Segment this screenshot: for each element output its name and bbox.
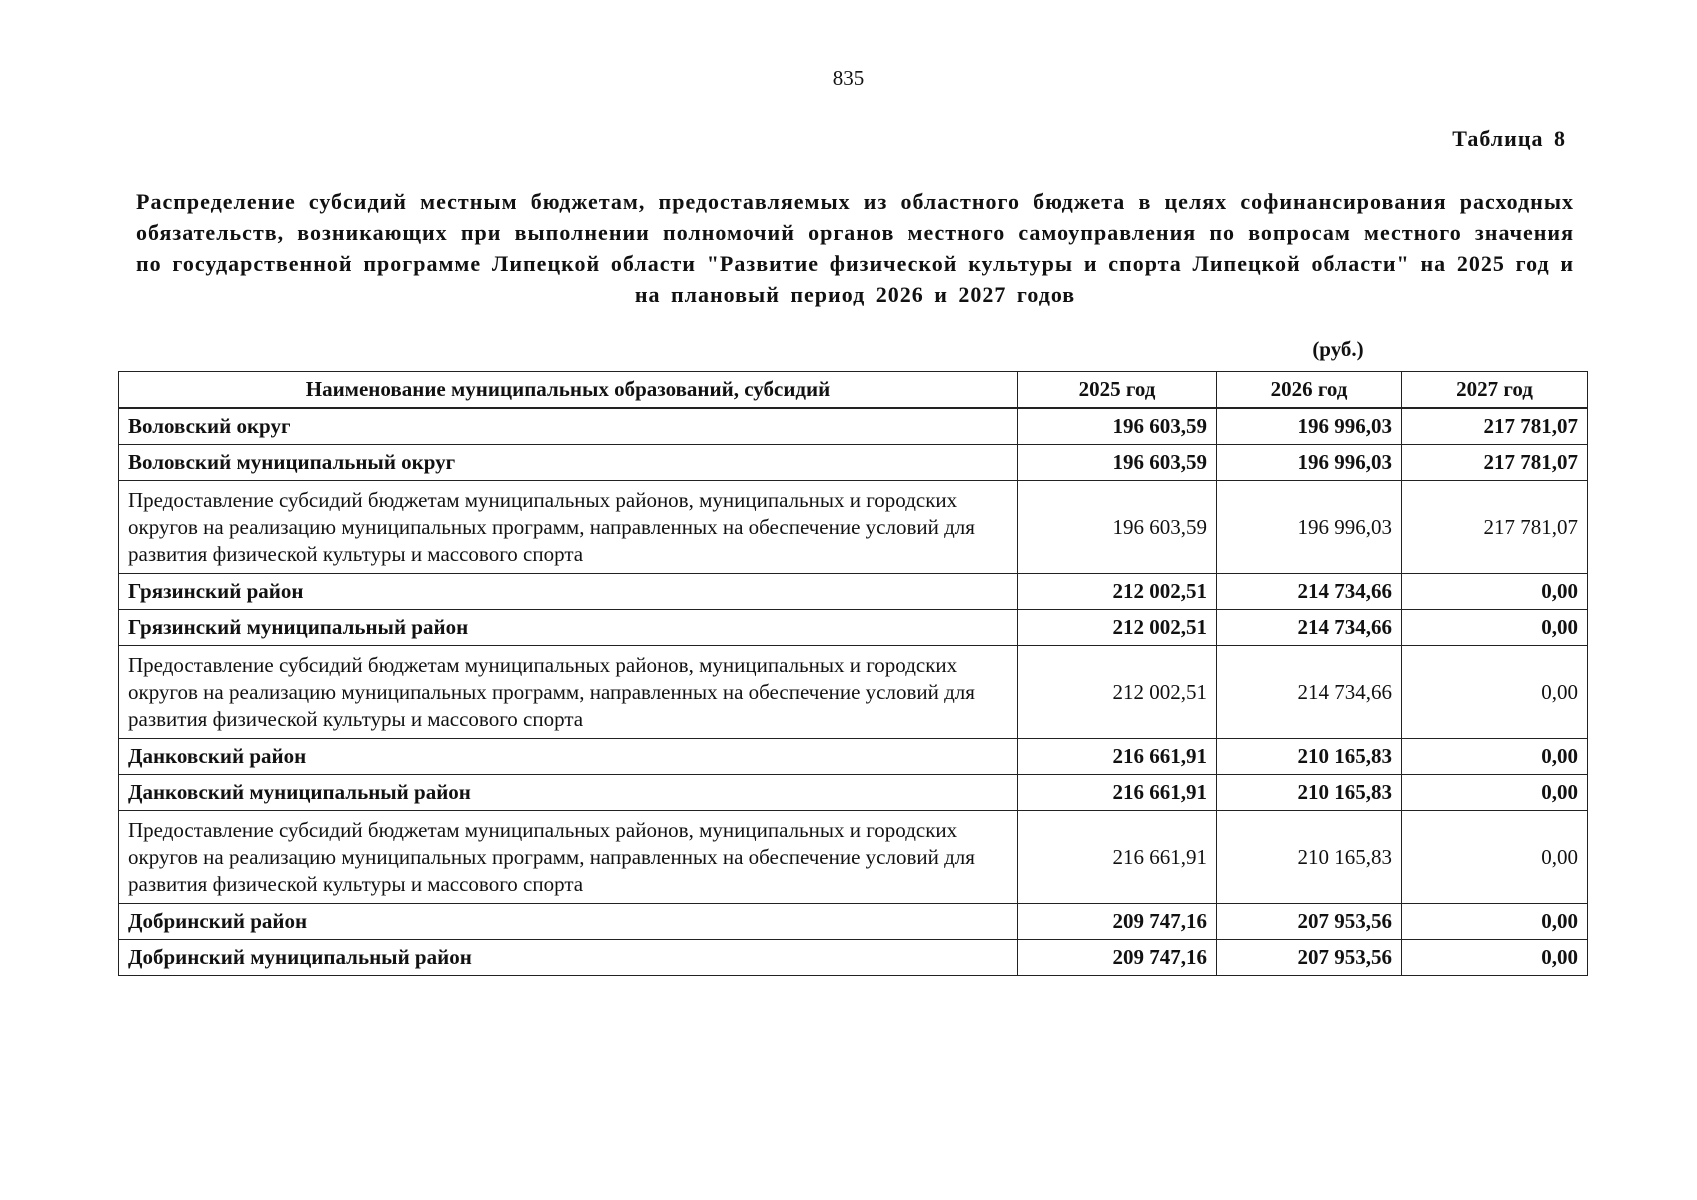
column-header-2025: 2025 год [1018, 372, 1217, 409]
row-value-2026: 210 165,83 [1217, 739, 1402, 775]
table-row [119, 775, 1588, 811]
row-value-2025: 216 661,91 [1018, 775, 1217, 811]
table-row [119, 646, 1588, 739]
row-name: Грязинский муниципальный район [119, 610, 1018, 646]
table-row [119, 481, 1588, 574]
row-name: Предоставление субсидий бюджетам муниципальных районов, муниципальных и городских округов на реализацию муниципальных программ, направленных на обеспечение условий для развития физической культуры и массового спорта [119, 811, 1018, 904]
row-value-2027: 0,00 [1402, 811, 1588, 904]
row-value-2027: 0,00 [1402, 646, 1588, 739]
page-number: 835 [832, 66, 865, 90]
row-name: Предоставление субсидий бюджетам муниципальных районов, муниципальных и городских округов на реализацию муниципальных программ, направленных на обеспечение условий для развития физической культуры и массового спорта [119, 646, 1018, 739]
table-row [119, 811, 1588, 904]
row-value-2027: 0,00 [1402, 775, 1588, 811]
row-value-2025: 196 603,59 [1018, 481, 1217, 574]
subsidy-table [118, 371, 1588, 976]
table-row [119, 904, 1588, 940]
row-value-2026: 214 734,66 [1217, 574, 1402, 610]
row-value-2025: 212 002,51 [1018, 574, 1217, 610]
table-row [119, 574, 1588, 610]
row-name: Добринский муниципальный район [119, 940, 1018, 976]
table-label: Таблица 8 [1452, 126, 1566, 151]
row-value-2026: 196 996,03 [1217, 445, 1402, 481]
table-row [119, 445, 1588, 481]
units-label: (руб.) [1312, 337, 1364, 361]
row-value-2026: 210 165,83 [1217, 775, 1402, 811]
row-value-2025: 216 661,91 [1018, 739, 1217, 775]
column-header-name: Наименование муниципальных образований, субсидий [119, 372, 1018, 409]
row-value-2026: 207 953,56 [1217, 904, 1402, 940]
row-name: Воловский округ [119, 408, 1018, 445]
row-name: Данковский район [119, 739, 1018, 775]
table-row [119, 408, 1588, 445]
row-value-2025: 216 661,91 [1018, 811, 1217, 904]
row-value-2027: 0,00 [1402, 739, 1588, 775]
row-value-2027: 0,00 [1402, 574, 1588, 610]
column-header-2026: 2026 год [1217, 372, 1402, 409]
row-value-2027: 0,00 [1402, 940, 1588, 976]
row-name: Грязинский район [119, 574, 1018, 610]
table-row [119, 610, 1588, 646]
row-value-2025: 196 603,59 [1018, 408, 1217, 445]
row-value-2026: 214 734,66 [1217, 610, 1402, 646]
table-header-row [119, 372, 1588, 409]
row-value-2027: 217 781,07 [1402, 481, 1588, 574]
row-value-2026: 210 165,83 [1217, 811, 1402, 904]
row-value-2025: 209 747,16 [1018, 940, 1217, 976]
row-value-2025: 196 603,59 [1018, 445, 1217, 481]
row-name: Предоставление субсидий бюджетам муниципальных районов, муниципальных и городских округов на реализацию муниципальных программ, направленных на обеспечение условий для развития физической культуры и массового спорта [119, 481, 1018, 574]
table-row [119, 739, 1588, 775]
row-value-2026: 214 734,66 [1217, 646, 1402, 739]
row-name: Данковский муниципальный район [119, 775, 1018, 811]
row-value-2027: 0,00 [1402, 610, 1588, 646]
column-header-2027: 2027 год [1402, 372, 1588, 409]
table-row [119, 940, 1588, 976]
row-name: Добринский район [119, 904, 1018, 940]
row-value-2026: 196 996,03 [1217, 408, 1402, 445]
document-title: Распределение субсидий местным бюджетам, предоставляемых из областного бюджета в целях софинансирования расходных обязательств, возникающих при выполнении полномочий органов местного самоуправления по вопросам местного значения по государственной программе Липецкой области "Развитие физической культуры и спорта Липецкой области" на 2025 год и на плановый период 2026 и 2027 годов [136, 189, 1574, 307]
row-name: Воловский муниципальный округ [119, 445, 1018, 481]
row-value-2025: 209 747,16 [1018, 904, 1217, 940]
row-value-2027: 217 781,07 [1402, 445, 1588, 481]
row-value-2025: 212 002,51 [1018, 646, 1217, 739]
row-value-2026: 196 996,03 [1217, 481, 1402, 574]
row-value-2026: 207 953,56 [1217, 940, 1402, 976]
row-value-2027: 217 781,07 [1402, 408, 1588, 445]
row-value-2025: 212 002,51 [1018, 610, 1217, 646]
row-value-2027: 0,00 [1402, 904, 1588, 940]
